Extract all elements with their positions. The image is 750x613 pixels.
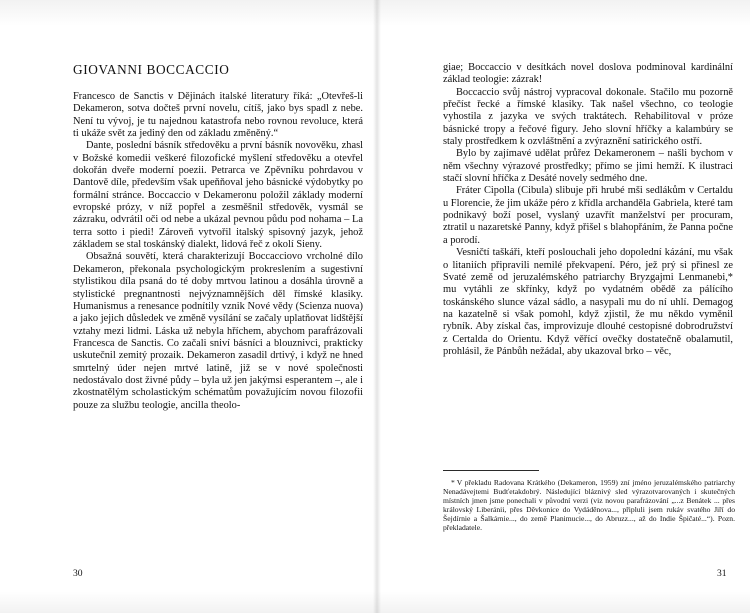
paragraph: Dante, poslední básník středověku a první básník novověku, zhasl v Božské komedii veškeré filozofické myšlení středověku a otevřel dokořán dveře moderní poezii. Petrarca ve Zpěvníku pohrdavou v Dantově díle, především však upeňňoval jeho básnické výdobytky po formální stránce. Boccaccio v Dekameronu položil základy moderní evropské prózy, v níž popřel a zesměšnil středověk, vysmál se zázraku, odvrátil oči od nebe a ukázal pevnou půdu pod nohama – La terra sotto i piedi! Zároveň vytvořil italský spisovný jazyk, jehož základem se stal toskánský dialekt, lidová řeč z okolí Sieny. xyxy=(73,140,363,251)
paragraph: giae; Boccaccio v desítkách novel doslova podminoval kardinální základ teologie: zázrak! xyxy=(443,62,733,86)
right-page xyxy=(375,0,750,613)
footnote-text: V překladu Radovana Krátkého (Dekameron, 1959) zní jméno jeruzalémského patriarchy Nenadávejtemi Budťetakdobrý. Následující bláznivý sled výrazotvarovaných i skutečných místních jmen jsme ponechali v původní verzi (viz novou parafrázování „...z Benátek ... přes královský Liberánii, přes Děvkonice do Vydáděnova..., připluli jsem rukáv svatého Jiří do Šejdírnie a Šalkárnie..., do země Planimucie..., do Abruzz..., až do Indie Špičaté...“). Pozn. překladatele. xyxy=(443,478,735,533)
page-title: GIOVANNI BOCCACCIO xyxy=(73,62,230,77)
footnote-marker: * xyxy=(451,478,455,487)
paragraph: Boccaccio svůj nástroj vypracoval dokonale. Stačilo mu pozorně přečíst řecké a římské klasiky. Tak našel všechno, co teologie vyhostila z jazyka ve svých traktátech. Rehabilitoval v próze básnické tropy a řečové figury. Jeho slovní hříčky a kalambúry se staly prostředkem k ozvláštnění a zvýraznění satirického ostří. xyxy=(443,86,733,148)
paragraph: Francesco de Sanctis v Dějinách italské literatury říká: „Otevřeš-li Dekameron, sotva dočteš první novelu, cítíš, jako bys spadl z nebe. Není tu vývoj, je tu najednou katastrofa nebo rovnou revoluce, která ti ukáže svět za jediný den od základu změněný.“ xyxy=(73,91,363,140)
footnote-separator xyxy=(443,470,539,471)
paragraph: Vesničtí taškáři, kteří poslouchali jeho dopolední kázání, mu však o litaniích připravili nemilé překvapení. Péro, jež prý si přinesl ze Svaté země od jeruzalémského patriarchy Bryzgajmi Lenmanebi,* mu vytáhli ze skřínky, když po vydatném obědě za pálícího toskánského slunce vázal sádlo, a nasypali mu do ní uhlí. Demagog na kazatelně si však pomohl, když zjistil, že mu někdo vyměnil rybník. Aby získal čas, improvizuje dlouhé cestopisné dobrodružství z Certalda do Orientu. Když věřící ovečky dostatečně obalamutil, prohlásil, že Pánbůh nežádal, aby ukazoval brko – věc, xyxy=(443,247,733,357)
paragraph: Fráter Cipolla (Cibula) slibuje při hrubé mši sedlákům v Certaldu u Florencie, že jim ukáže pérо z křídla archanděla Gabriela, které tam podnikavý boží posel, vyslaný uzavřít manželství per procuram, ztratil u nazaretské Panny, když přišel s blahopřáním, že Panna počne a porodí. xyxy=(443,185,733,246)
page-number: 30 xyxy=(73,568,83,579)
paragraph: Obsažná souvětí, která charakterizují Boccacciovo vrcholné dílo Dekameron, překonala psychologickým prokreslením a sugestivní stylistikou díla psaná do té doby mrtvou latinou a dosáhla úrovně a stylistické pregnantnosti nejvýznamnějších děl římské klasiky. Humanismus a renesance podnítily vznik Nové vědy (Scienza nuova) a jako jejich důsledek ve změně vysílání se začaly uplatňovat lidštější vztahy mezi lidmi. Láska už nebyla hříchem, abychom parafrázovali Francesca de Sanctis. Co začali sniví básníci a blouznivci, prakticky uskutečnil zemitý prozaik. Dekameron zasadil drtivý, i když ne hned smrtelný úder nejen mrtvé latině, již se v nové společnosti nedostávalo dost živné půdy – byla už jen jakýmsi esperantem –, ale i zkostnatělým scholastickým schématům považujícím novou filozofii pouze za službu teologie, ancilla theolo- xyxy=(73,251,363,411)
paragraph: Bylo by zajímavé udělat průřez Dekameronem – našli bychom v něm všechny výrazové prostředky; přímo se jimi hemží. K ilustraci stačí slovní hříčka z Desáté novely sedmého dne. xyxy=(443,148,733,185)
page-number: 31 xyxy=(717,568,727,579)
left-text-column xyxy=(73,62,363,412)
footnote xyxy=(443,478,735,533)
right-text-column xyxy=(443,62,733,358)
